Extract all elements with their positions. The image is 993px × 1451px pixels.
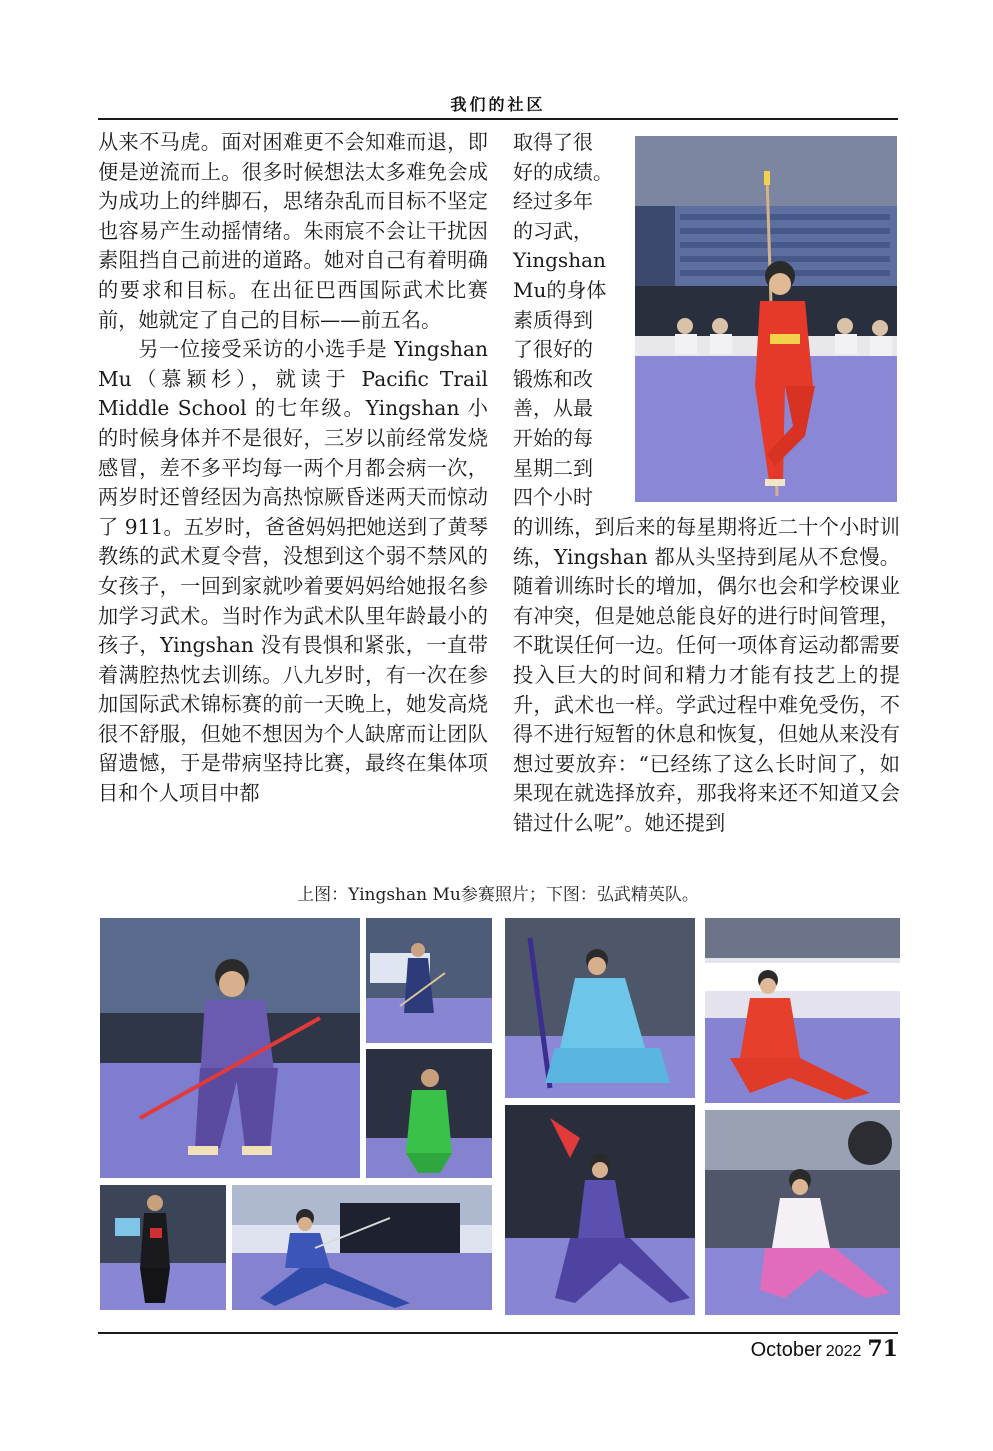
left-text-column [98,128,488,809]
page-number: 71 [867,1336,898,1362]
narrow-line: Yingshan [513,248,606,273]
narrow-line: 的习武， [513,218,593,243]
narrow-line: 开始的每 [513,425,593,450]
collage-photo-4 [505,918,695,1098]
narrow-line: 星期二到 [513,455,593,480]
collage-photo-1 [100,918,360,1178]
right-text-continued [513,513,900,839]
narrow-line: Mu的身体 [513,277,607,302]
narrow-line: 经过多年 [513,189,593,214]
athlete-photo [635,136,897,502]
section-header: 我们的社区 [450,95,546,114]
collage-photo-2 [366,918,492,1043]
narrow-line: 锻炼和改 [513,366,593,391]
photo-caption: 上图：Yingshan Mu参赛照片；下图：弘武精英队。 [297,885,699,905]
narrow-line: 了很好的 [513,337,593,362]
team-photo-collage [100,918,900,1315]
collage-photo-5 [705,918,900,1103]
collage-photo-6 [100,1185,226,1310]
collage-photo-7 [232,1185,492,1310]
narrow-line: 取得了很 [513,130,593,154]
narrow-line: 好的成绩。 [513,159,613,184]
narrow-line: 素质得到 [513,307,593,332]
collage-photo-8 [505,1105,695,1315]
footer-month: October [750,1339,822,1361]
paragraph-2: 另一位接受采访的小选手是 Yingshan Mu（慕颖杉），就读于 Pacific Trail Middle School 的七年级。Yingshan 小的时候身体并不是很好，三岁以前经常发烧感冒，差不多平均每一两个月都会病一次，两岁时还曾经因为高热惊厥昏迷两天而惊动了 911。五岁时，爸爸妈妈把她送到了黄琴教练的武术夏令营，没想到这个弱不禁风的女孩子，一回到家就吵着要妈妈给她报名参加学习武术。当时作为武术队里年龄最小的孩子，Yingshan 没有畏惧和紧张，一直带着满腔热忱去训练。八九岁时，有一次在参加国际武术锦标赛的前一天晚上，她发高烧很不舒服，但她不想因为个人缺席而让团队留遗憾，于是带病坚持比赛，最终在集体项目和个人项目中都 [98,337,488,806]
paragraph-continued: 的训练，到后来的每星期将近二十个小时训练，Yingshan 都从头坚持到尾从不怠慢。随着训练时长的增加，偶尔也会和学校课业有冲突，但是她总能良好的进行时间管理，不耽误任何一边。任何一项体育运动都需要投入巨大的时间和精力才能有技艺上的提升，武术也一样。学武过程中难免受伤，不得不进行短暂的休息和恢复，但她从来没有想过要放弃：“已经练了这么长时间了，如果现在就选择放弃，那我将来还不知道又会错过什么呢”。她还提到 [513,515,900,835]
narrow-text-column [513,128,621,513]
narrow-line: 四个小时 [513,485,593,510]
paragraph-1: 从来不马虎。面对困难更不会知难而退，即便是逆流而上。很多时候想法太多难免会成为成功上的绊脚石，思绪杂乱而目标不坚定也容易产生动摇情绪。朱雨宸不会让干扰因素阻挡自己前进的道路。她对自己有着明确的要求和目标。在出征巴西国际武术比赛前，她就定了自己的目标——前五名。 [98,130,488,332]
top-rule [98,118,898,120]
narrow-line: 善，从最 [513,396,593,421]
collage-photo-3 [366,1049,492,1178]
footer-year: 2022 [825,1343,862,1360]
bottom-rule [98,1332,898,1334]
collage-photo-9 [705,1110,900,1315]
page-footer [751,1336,898,1362]
